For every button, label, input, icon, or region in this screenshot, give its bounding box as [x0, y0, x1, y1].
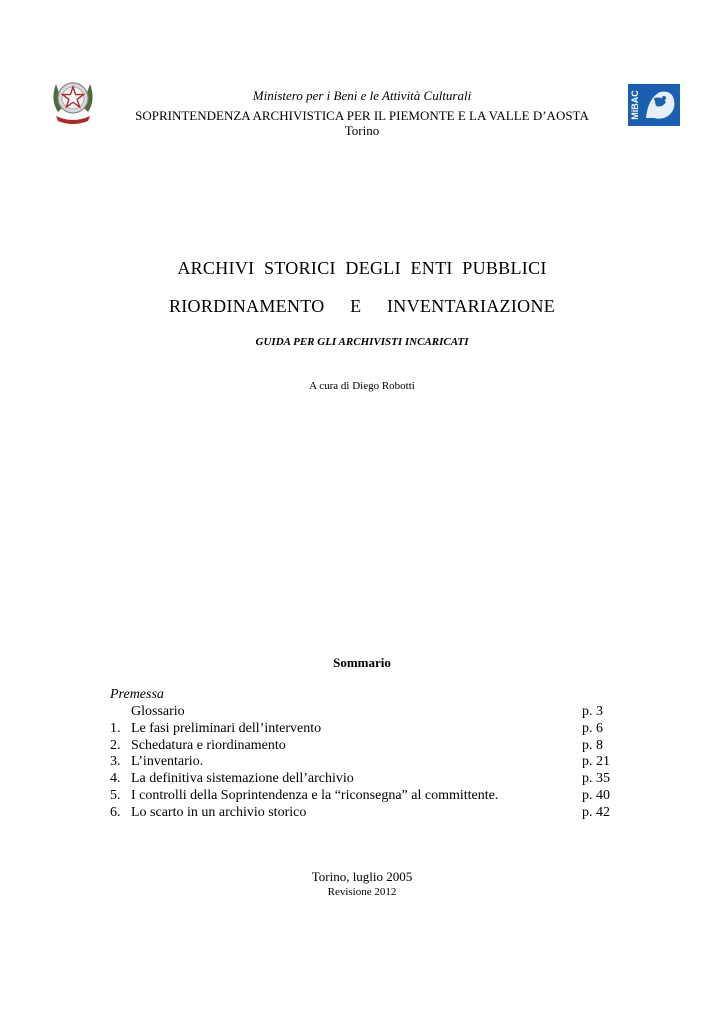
toc-item — [110, 704, 620, 721]
toc-item-label: Glossario — [131, 704, 185, 719]
office-name: SOPRINTENDENZA ARCHIVISTICA PER IL PIEMONTE E LA VALLE D’AOSTA — [135, 108, 589, 123]
document-subtitle: GUIDA PER GLI ARCHIVISTI INCARICATI — [255, 336, 469, 348]
mibac-logo-icon — [628, 84, 680, 126]
curator-line: A cura di Diego Robotti — [309, 380, 415, 392]
toc-item-page: p. 42 — [582, 804, 610, 820]
toc-item — [110, 788, 620, 805]
table-of-contents — [110, 704, 620, 822]
document-title: ARCHIVI STORICI DEGLI ENTI PUBBLICI — [177, 258, 547, 278]
toc-item-page: p. 3 — [582, 704, 603, 719]
toc-item-page: p. 8 — [582, 737, 603, 753]
toc-item-number: 6. — [110, 804, 121, 820]
toc-item — [110, 738, 620, 755]
italian-republic-emblem-icon — [48, 72, 98, 128]
ministry-name: Ministero per i Beni e le Attività Culturali — [252, 88, 472, 103]
header — [100, 88, 624, 138]
toc-item-number: 1. — [110, 720, 121, 736]
document-subtitle-main: RIORDINAMENTO E INVENTARIAZIONE — [168, 296, 556, 316]
revision-note: Revisione 2012 — [327, 886, 397, 898]
toc-item-label: La definitiva sistemazione dell’archivio — [131, 771, 354, 787]
toc-item-number: 5. — [110, 787, 121, 803]
toc-item-label: L’inventario. — [131, 754, 204, 770]
toc-item — [110, 754, 620, 771]
publication-date: Torino, luglio 2005 — [311, 869, 413, 884]
toc-item-number: 2. — [110, 737, 121, 753]
mibac-logo-text: MiBAC — [630, 90, 640, 120]
toc-item — [110, 805, 620, 822]
toc-item-label: I controlli della Soprintendenza e la “riconsegna” al committente. — [131, 787, 499, 803]
toc-item-label: Schedatura e riordinamento — [131, 737, 286, 753]
summary-heading: Sommario — [333, 655, 391, 670]
toc-item-number: 4. — [110, 771, 121, 787]
toc-item-page: p. 6 — [582, 720, 603, 736]
footer — [0, 869, 724, 899]
summary-intro: Premessa — [110, 687, 164, 702]
office-city: Torino — [344, 123, 380, 138]
toc-item-label: Le fasi preliminari dell’intervento — [131, 720, 322, 736]
toc-item-page: p. 35 — [582, 771, 610, 787]
toc-item-label: Lo scarto in un archivio storico — [131, 804, 307, 820]
toc-item — [110, 721, 620, 738]
toc-item-page: p. 40 — [582, 787, 610, 803]
toc-item — [110, 771, 620, 788]
toc-item-page: p. 21 — [582, 754, 610, 770]
toc-item-number: 3. — [110, 754, 121, 770]
